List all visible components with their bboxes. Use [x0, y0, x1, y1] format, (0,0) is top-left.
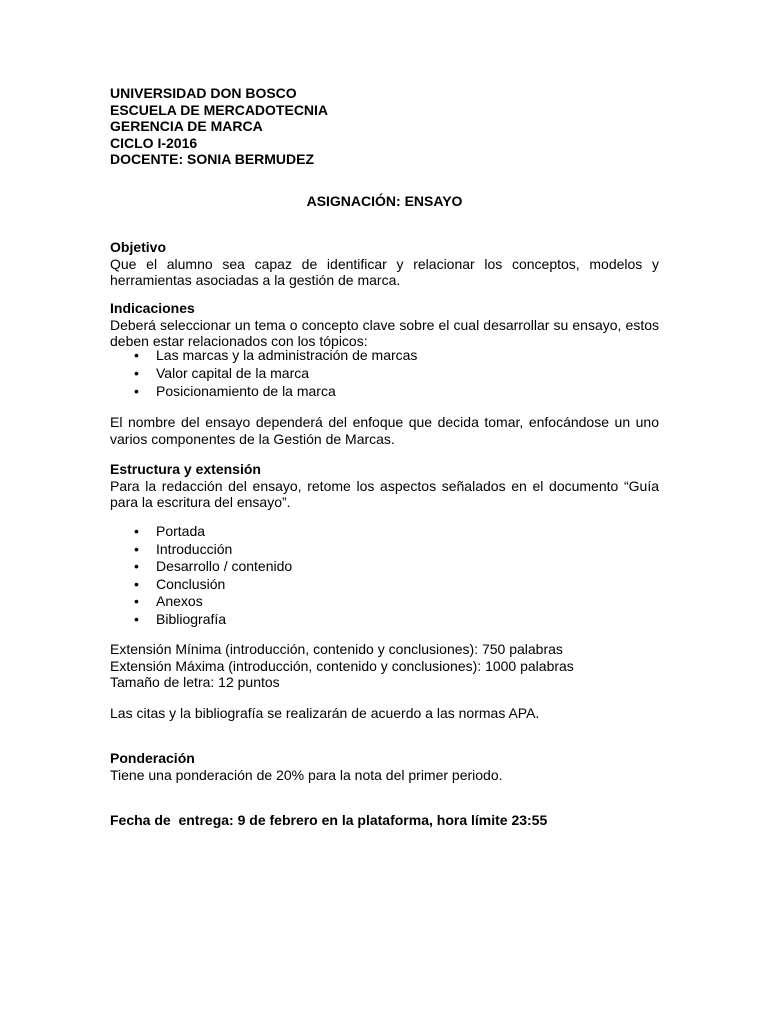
estructura-item-text: Anexos — [156, 593, 203, 609]
objetivo-heading: Objetivo — [110, 239, 167, 255]
list-item — [110, 523, 659, 541]
extension-min: Extensión Mínima (introducción, contenido y conclusiones): 750 palabras — [110, 641, 563, 657]
header-university: UNIVERSIDAD DON BOSCO — [110, 85, 297, 101]
topic-text: Las marcas y la administración de marcas — [156, 347, 418, 363]
estructura-list-wrapper — [110, 523, 659, 628]
bullet-icon: • — [134, 347, 139, 363]
estructura-list — [110, 523, 659, 628]
bullet-icon: • — [134, 540, 139, 557]
ponderacion-heading: Ponderación — [110, 750, 195, 766]
due-date: Fecha de entrega: 9 de febrero en la plataforma, hora límite 23:55 — [110, 812, 548, 828]
list-item — [110, 558, 659, 576]
document-title: ASIGNACIÓN: ENSAYO — [306, 193, 463, 209]
list-item — [110, 576, 659, 594]
topic-text: Valor capital de la marca — [156, 365, 310, 381]
extension-max: Extensión Máxima (introducción, contenido y conclusiones): 1000 palabras — [110, 657, 574, 674]
section-objetivo — [110, 239, 659, 289]
list-item — [110, 383, 659, 401]
bullet-icon: • — [134, 558, 139, 574]
estructura-item-text: Portada — [156, 523, 206, 539]
estructura-item-text: Introducción — [156, 540, 233, 557]
extension-block — [110, 641, 659, 691]
header-teacher: DOCENTE: SONIA BERMUDEZ — [110, 151, 315, 167]
topics-list — [110, 347, 659, 401]
header-course: GERENCIA DE MARCA — [110, 118, 263, 134]
topics-list-wrapper — [110, 347, 659, 401]
indicaciones-text: Deberá seleccionar un tema o concepto clave sobre el cual desarrollar su ensayo, estos deben estar relacionados con los tópicos: — [110, 316, 659, 349]
bullet-icon: • — [134, 610, 139, 627]
list-item — [110, 347, 659, 365]
header-school: ESCUELA DE MERCADOTECNIA — [110, 101, 329, 118]
citas-block — [110, 705, 659, 722]
indicaciones-heading: Indicaciones — [110, 300, 195, 316]
estructura-item-text: Conclusión — [156, 575, 226, 592]
bullet-icon: • — [134, 383, 139, 399]
topic-text: Posicionamiento de la marca — [156, 383, 336, 399]
section-indicaciones — [110, 300, 659, 350]
bullet-icon: • — [134, 593, 139, 609]
font-size-note: Tamaño de letra: 12 puntos — [110, 674, 280, 690]
list-item — [110, 541, 659, 559]
bullet-icon: • — [134, 365, 139, 381]
ponderacion-text: Tiene una ponderación de 20% para la nota del primer periodo. — [110, 766, 503, 783]
estructura-item-text: Desarrollo / contenido — [156, 558, 293, 574]
due-date-block — [110, 812, 659, 829]
bullet-icon: • — [134, 575, 139, 592]
estructura-text: Para la redacción del ensayo, retome los aspectos señalados en el documento “Guía para la escritura del ensayo”. — [110, 477, 659, 510]
list-item — [110, 365, 659, 383]
estructura-item-text: Bibliografía — [156, 610, 227, 627]
objetivo-text: Que el alumno sea capaz de identificar y relacionar los conceptos, modelos y herramientas asociadas a la gestión de marca. — [110, 255, 659, 288]
indicaciones-note: El nombre del ensayo dependerá del enfoque que decida tomar, enfocándose un uno varios componentes de la Gestión de Marcas. — [110, 414, 659, 447]
bullet-icon: • — [134, 523, 139, 539]
list-item — [110, 611, 659, 629]
citas-note: Las citas y la bibliografía se realizarán de acuerdo a las normas APA. — [110, 705, 540, 721]
section-estructura — [110, 461, 659, 511]
section-ponderacion — [110, 750, 659, 783]
header-cycle: CICLO I-2016 — [110, 134, 198, 151]
list-item — [110, 593, 659, 611]
estructura-heading: Estructura y extensión — [110, 461, 261, 477]
indicaciones-note-block — [110, 414, 659, 447]
document-header — [110, 85, 659, 168]
